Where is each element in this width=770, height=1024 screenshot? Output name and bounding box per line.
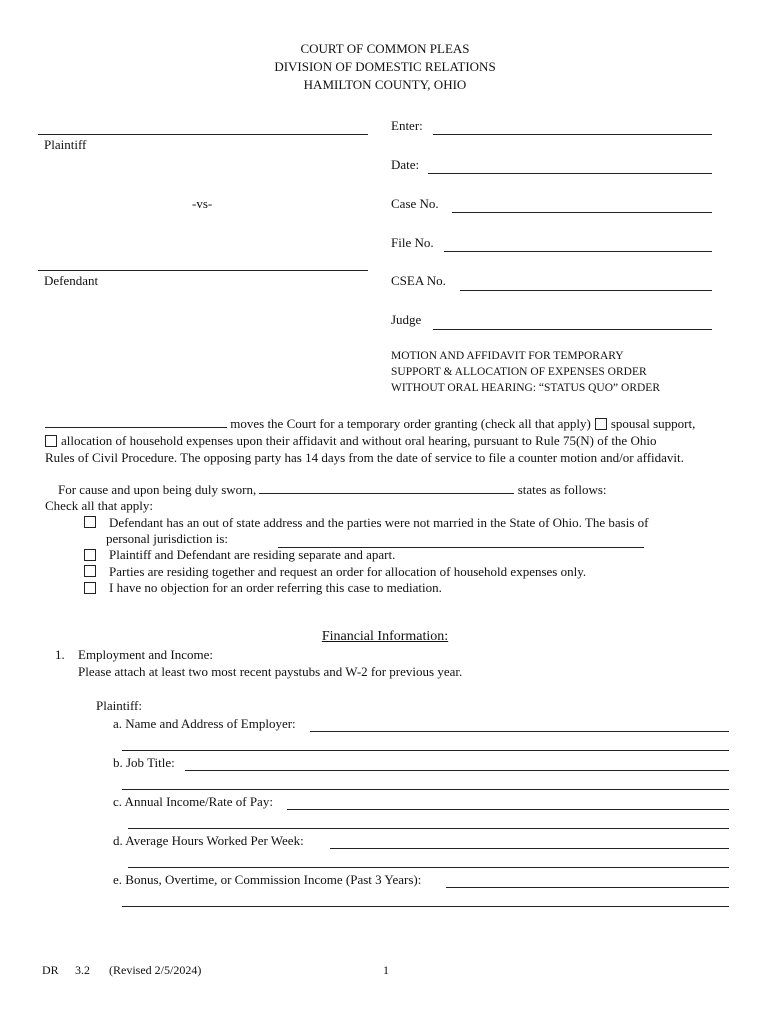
court-division: DIVISION OF DOMESTIC RELATIONS [274, 59, 496, 74]
hours-field[interactable] [330, 848, 729, 849]
employer-label: a. Name and Address of Employer: [113, 716, 296, 731]
sworn-line [58, 482, 607, 498]
household-expenses-checkbox[interactable] [45, 435, 57, 447]
court-county: HAMILTON COUNTY, OHIO [303, 77, 467, 92]
check-all-label: Check all that apply: [45, 498, 153, 513]
income-field-line2[interactable] [128, 828, 729, 829]
item1-title: Employment and Income: [78, 647, 214, 662]
job-title-field-line2[interactable] [122, 789, 729, 790]
employer-field-line2[interactable] [122, 750, 729, 751]
motion-line2 [45, 433, 656, 449]
income-field[interactable] [287, 809, 729, 810]
job-title-label: b. Job Title: [113, 755, 175, 770]
defendant-label: Defendant [44, 273, 99, 288]
footer-form-number: 3.2 [75, 963, 90, 977]
option3-text: Parties are residing together and request an order for allocation of household expenses only. [109, 564, 587, 579]
option1-text-line1: Defendant has an out of state address and the parties were not married in the State of Ohio. The basis of [109, 515, 649, 530]
bonus-field-line2[interactable] [122, 906, 729, 907]
footer-revised: (Revised 2/5/2024) [109, 963, 202, 977]
defendant-name-line[interactable] [38, 270, 368, 271]
hours-label: d. Average Hours Worked Per Week: [113, 833, 304, 848]
motion-text-2: allocation of household expenses upon their affidavit and without oral hearing, pursuant to Rule 75(N) of the Ohio [61, 433, 657, 448]
motion-text-3: Rules of Civil Procedure. The opposing party has 14 days from the date of service to file a counter motion and/or affidavit. [45, 450, 684, 465]
motion-text-1: moves the Court for a temporary order granting (check all that apply) [230, 416, 591, 431]
spousal-support-label: spousal support, [610, 416, 696, 431]
case-no-field[interactable] [452, 212, 712, 213]
sworn-suffix: states as follows: [517, 482, 607, 497]
residing-together-checkbox[interactable] [84, 565, 96, 577]
csea-no-field[interactable] [460, 290, 712, 291]
out-of-state-checkbox[interactable] [84, 516, 96, 528]
employer-field[interactable] [310, 731, 729, 732]
document-title-line2: SUPPORT & ALLOCATION OF EXPENSES ORDER [391, 366, 647, 378]
option4-text: I have no objection for an order referring this case to mediation. [109, 580, 442, 595]
date-field[interactable] [428, 173, 712, 174]
footer-form-code: DR [42, 963, 59, 977]
mediation-checkbox[interactable] [84, 582, 96, 594]
option1-text-line2: personal jurisdiction is: [106, 531, 229, 546]
spousal-support-checkbox[interactable] [595, 418, 607, 430]
financial-heading: Financial Information: [321, 629, 449, 644]
enter-field[interactable] [433, 134, 712, 135]
court-name: COURT OF COMMON PLEAS [300, 41, 470, 56]
item1-number: 1. [55, 647, 65, 662]
movant-name-field[interactable] [45, 427, 227, 428]
option2-text: Plaintiff and Defendant are residing separate and apart. [109, 547, 396, 562]
date-label: Date: [391, 157, 420, 172]
document-title-line1: MOTION AND AFFIDAVIT FOR TEMPORARY [391, 350, 624, 362]
page-number: 1 [383, 963, 389, 977]
case-no-label: Case No. [391, 196, 439, 211]
judge-label: Judge [391, 312, 422, 327]
file-no-field[interactable] [444, 251, 712, 252]
judge-field[interactable] [433, 329, 712, 330]
item1-note: Please attach at least two most recent paystubs and W-2 for previous year. [78, 664, 463, 679]
job-title-field[interactable] [185, 770, 729, 771]
bonus-field[interactable] [446, 887, 729, 888]
affiant-name-field[interactable] [259, 493, 514, 494]
income-label: c. Annual Income/Rate of Pay: [113, 794, 273, 809]
csea-no-label: CSEA No. [391, 273, 446, 288]
file-no-label: File No. [391, 235, 434, 250]
enter-label: Enter: [391, 118, 423, 133]
plaintiff-subheading: Plaintiff: [96, 698, 142, 713]
plaintiff-label: Plaintiff [44, 137, 87, 152]
document-title-line3: WITHOUT ORAL HEARING: “STATUS QUO” ORDER [391, 382, 660, 394]
hours-field-line2[interactable] [128, 867, 729, 868]
bonus-label: e. Bonus, Overtime, or Commission Income (Past 3 Years): [113, 872, 422, 887]
separate-residence-checkbox[interactable] [84, 549, 96, 561]
vs-label: -vs- [192, 196, 213, 211]
plaintiff-name-line[interactable] [38, 134, 368, 135]
motion-line1 [45, 416, 695, 432]
sworn-prefix: For cause and upon being duly sworn, [58, 482, 257, 497]
